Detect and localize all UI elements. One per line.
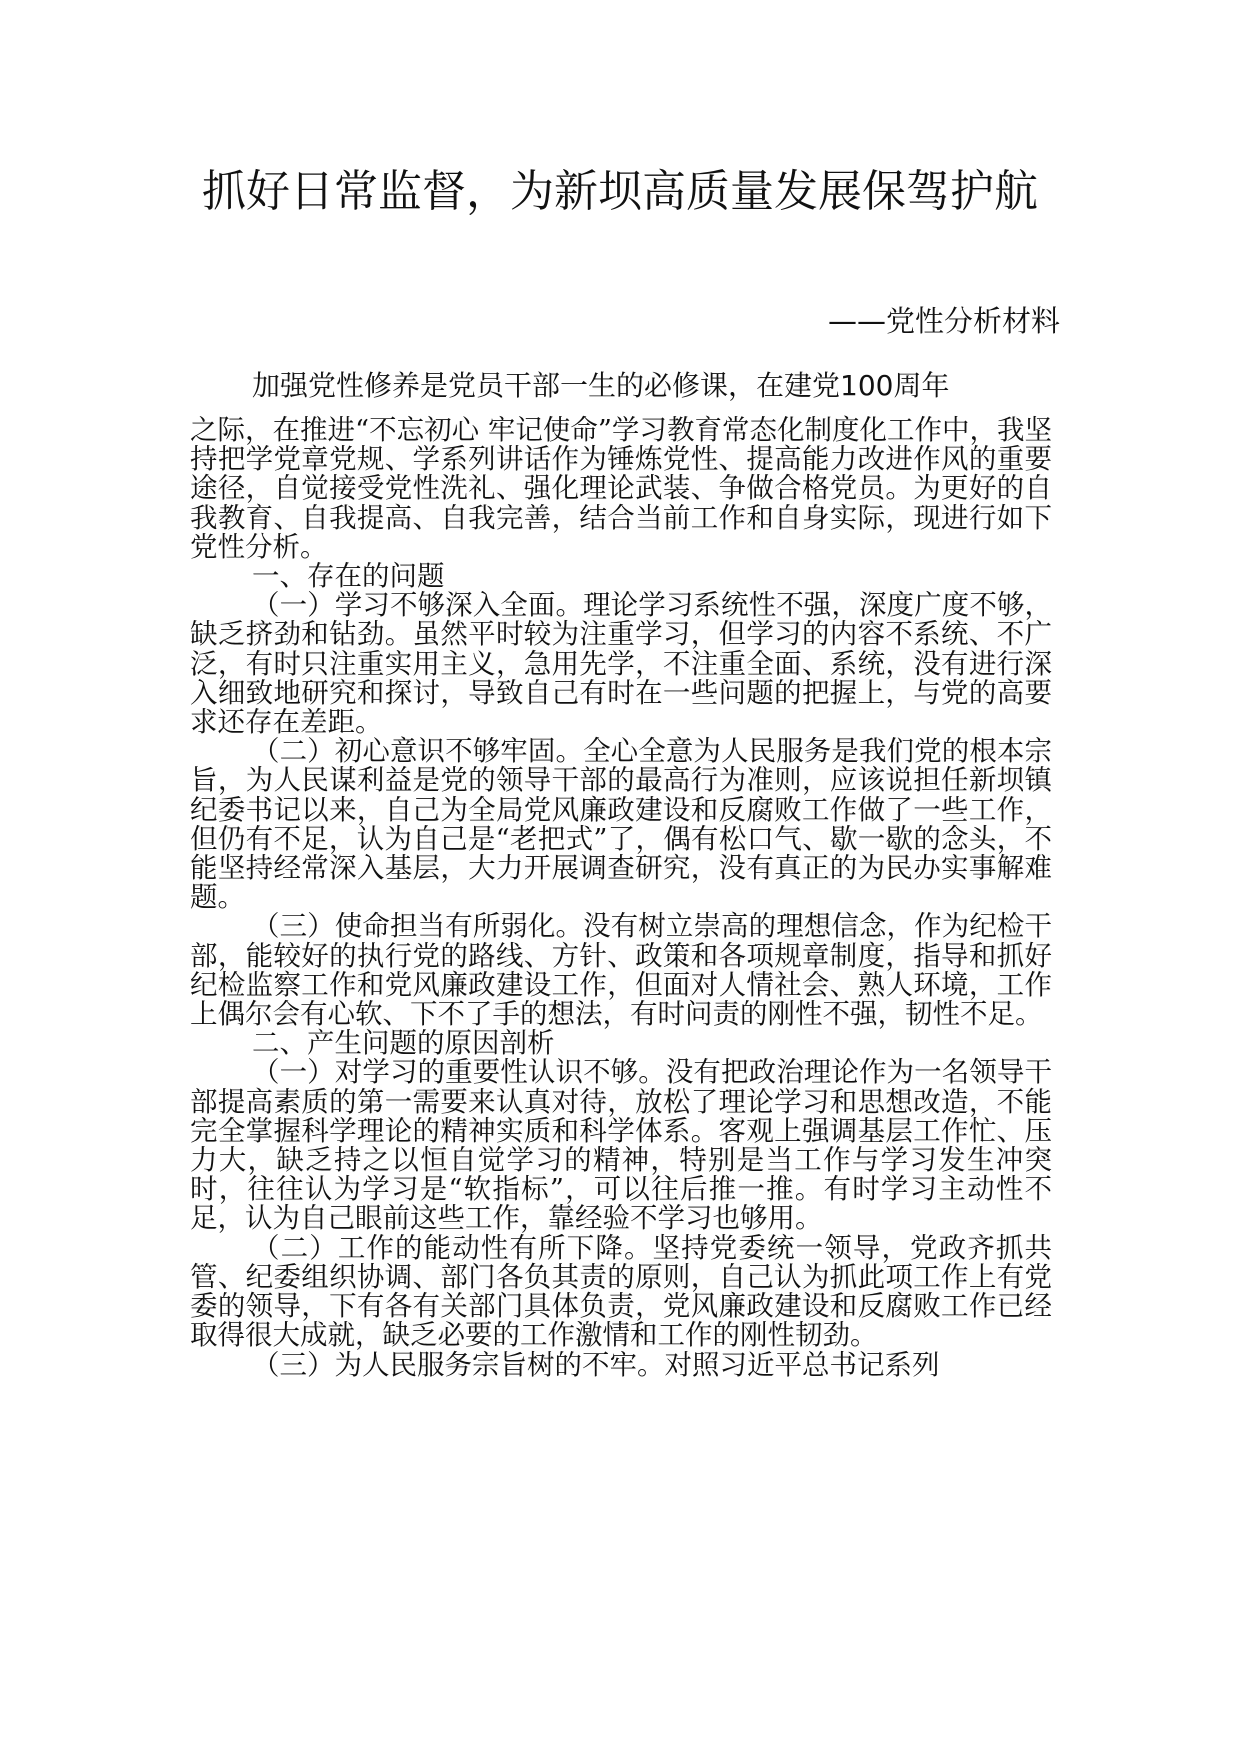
- body-paragraph: （一）学习不够深入全面。理论学习系统性不强，深度广度不够，缺乏挤劲和钻劲。虽然平时较为注重学习，但学习的内容不系统、不广泛，有时只注重实用主义，急用先学，不注重全面、系统，没有进行深入细致地研究和探讨，导致自己有时在一些问题的把握上，与党的高要求还存在差距。: [190, 589, 1052, 739]
- body-paragraph: （二）初心意识不够牢固。全心全意为人民服务是我们党的根本宗旨，为人民谋利益是党的领导干部的最高行为准则，应该说担任新坝镇纪委书记以来，自己为全局党风廉政建设和反腐败工作做了一些工作，但仍有不足，认为自己是“老把式”了，偶有松口气、歇一歇的念头，不能坚持经常深入基层，大力开展调查研究，没有真正的为民办实事解难题。: [190, 735, 1052, 914]
- document-body: [190, 416, 1052, 1380]
- document-subtitle: ——党性分析材料: [827, 304, 1060, 338]
- body-paragraph: （二）工作的能动性有所下降。坚持党委统一领导，党政齐抓共管、纪委组织协调、部门各负其责的原则，自己认为抓此项工作上有党委的领导，下有各有关部门具体负责，党风廉政建设和反腐败工作已经取得很大成就，缺乏必要的工作激情和工作的刚性韧劲。: [190, 1231, 1052, 1352]
- body-paragraph: （一）对学习的重要性认识不够。没有把政治理论作为一名领导干部提高素质的第一需要来认真对待，放松了理论学习和思想改造，不能完全掌握科学理论的精神实质和科学体系。客观上强调基层工作忙、压力大，缺乏持之以恒自觉学习的精神，特别是当工作与学习发生冲突时，往往认为学习是“软指标”，可以往后推一推。有时学习主动性不足，认为自己眼前这些工作，靠经验不学习也够用。: [190, 1056, 1052, 1235]
- lead-paragraph: 加强党性修养是党员干部一生的必修课，在建党100周年: [252, 369, 950, 402]
- document-title: 抓好日常监督，为新坝高质量发展保驾护航: [202, 166, 1038, 217]
- body-paragraph: 之际，在推进“不忘初心 牢记使命”学习教育常态化制度化工作中，我坚持把学党章党规、学系列讲话作为锤炼党性、提高能力改进作风的重要途径，自觉接受党性洗礼、强化理论武装、争做合格党员。为更好的自我教育、自我提高、自我完善，结合当前工作和自身实际，现进行如下党性分析。: [190, 414, 1052, 563]
- section-heading-problems: 一、存在的问题: [252, 560, 445, 593]
- body-paragraph: （三）使命担当有所弱化。没有树立崇高的理想信念，作为纪检干部，能较好的执行党的路线、方针、政策和各项规章制度，指导和抓好纪检监察工作和党风廉政建设工作，但面对人情社会、熟人环境，工作上偶尔会有心软、下不了手的想法，有时问责的刚性不强，韧性不足。: [190, 910, 1052, 1031]
- body-paragraph: （三）为人民服务宗旨树的不牢。对照习近平总书记系列: [252, 1348, 940, 1381]
- section-heading-causes: 二、产生问题的原因剖析: [252, 1027, 555, 1060]
